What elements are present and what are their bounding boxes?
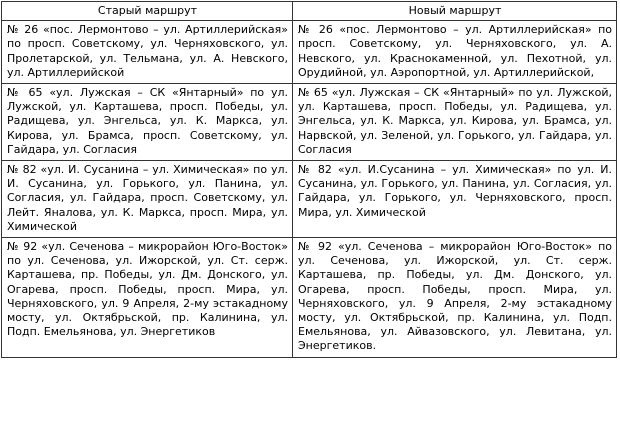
old-route-cell: № 82 «ул. И. Сусанина – ул. Химическая» по ул. И. Сусанина, ул. Горького, ул. Панина, ул. Согласия, ул. Гайдара, просп. Советскому, ул. Лейт. Яналова, ул. К. Маркса, просп. Мира, ул. Химической — [2, 161, 293, 238]
table-row — [2, 161, 617, 238]
new-route-cell: № 65 «ул. Лужская – СК «Янтарный» по ул. Лужской, ул. Карташева, просп. Победы, ул. Радищева, ул. Энгельса, ул. К. Маркса, ул. Кирова, ул. Брамса, ул. Нарвской, ул. Зеленой, ул. Горького, ул. Гайдара, ул. Согласия — [293, 84, 617, 161]
new-route-cell: № 26 «пос. Лермонтово – ул. Артиллерийская» по просп. Советскому, ул. Черняховского, ул. А. Невского, ул. Краснокаменной, ул. Пехотной, ул. Орудийной, ул. Аэропортной, ул. Артиллерийской, — [293, 21, 617, 84]
new-route-cell: № 92 «ул. Сеченова – микрорайон Юго-Восток» по ул. Сеченова, ул. Ижорской, ул. Ст. серж. Карташева, пр. Победы, ул. Дм. Донского, ул. Огарева, просп. Победы, просп. Мира, ул. Черняховского, ул. 9 Апреля, 2-му эстакадному мосту, ул. Октябрьской, пр. Калинина, ул. Подп. Емельянова, ул. Айвазовского, ул. Левитана, ул. Энергетиков. — [293, 238, 617, 358]
header-old-route: Старый маршрут — [2, 2, 293, 21]
old-route-cell: № 92 «ул. Сеченова – микрорайон Юго-Восток» по ул. Сеченова, ул. Ижорской, ул. Ст. серж. Карташева, пр. Победы, ул. Дм. Донского, ул. Огарева, просп. Победы, просп. Мира, ул. Черняховского, ул. 9 Апреля, 2-му эстакадному мосту, ул. Октябрьской, пр. Калинина, ул. Подп. Емельянова, ул. Энергетиков — [2, 238, 293, 358]
header-new-route: Новый маршрут — [293, 2, 617, 21]
table-row — [2, 21, 617, 84]
header-row — [2, 2, 617, 21]
table-row — [2, 84, 617, 161]
old-route-cell: № 65 «ул. Лужская – СК «Янтарный» по ул. Лужской, ул. Карташева, просп. Победы, ул. Радищева, ул. Энгельса, ул. К. Маркса, ул. Кирова, ул. Брамса, просп. Советскому, ул. Гайдара, ул. Согласия — [2, 84, 293, 161]
routes-table — [1, 1, 617, 358]
old-route-cell: № 26 «пос. Лермонтово – ул. Артиллерийская» по просп. Советскому, ул. Черняховского, ул. Пролетарской, ул. Тельмана, ул. А. Невского, ул. Артиллерийской — [2, 21, 293, 84]
table-row — [2, 238, 617, 358]
new-route-cell: № 82 «ул. И.Сусанина – ул. Химическая» по ул. И. Сусанина, ул. Горького, ул. Панина, ул. Согласия, ул. Гайдара, ул. Горького, ул. Черняховского, просп. Мира, ул. Химической — [293, 161, 617, 238]
